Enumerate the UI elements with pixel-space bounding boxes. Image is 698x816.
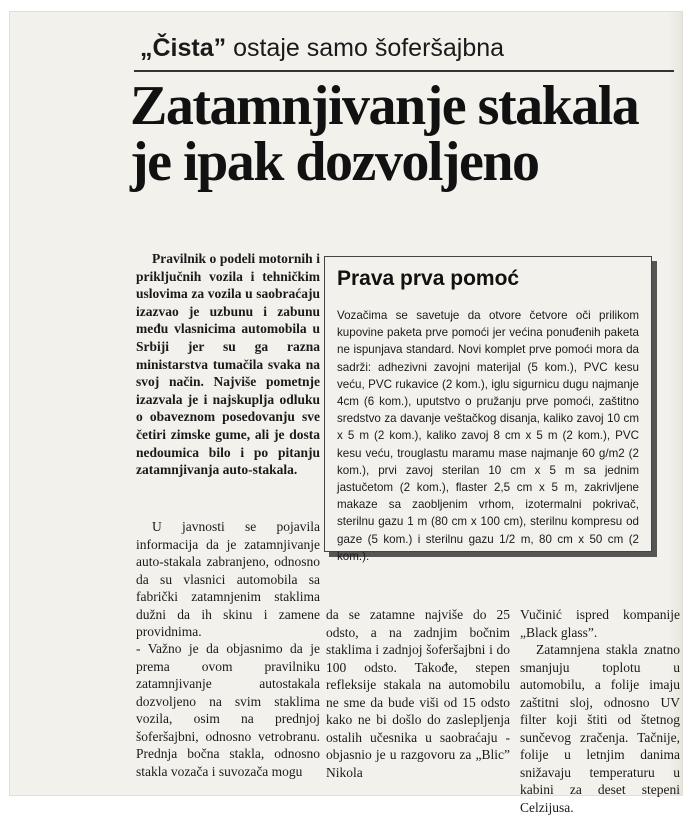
headline: Zatamnjivanje stakala je ipak dozvoljeno [130,75,639,193]
body-paragraph-1: U javnosti se pojavila informacija da je zatamnjivanje auto-stakala zabranjeno, odnosno da su vlasnici automobila sa fabrički zatamnjenim staklima dužni da ih skinu i zamene providnima. [136,519,320,639]
kicker-rest: ostaje samo šoferšajbna [226,34,505,62]
kicker-quote: „Čista” [140,34,227,62]
body-column-2: da se zatamne najviše do 25 odsto, a na zadnjim bočnim staklima i zadnjoj šoferšajbni i do 100 odsto. Takođe, stepen refleksije stakala na automobilu ne sme da bude viši od 15 odsto kako ne bi došlo do zaslepljenja ostalih učesnika u saobraćaju - objasnio je u razgovoru za „Blic” Nikola [326,607,510,780]
sidebar-box [324,256,652,563]
lead-paragraph: Pravilnik o podeli motornih i priključnih vozila i tehničkim uslovima za vozila u saobraćaju izazvao je uzbunu i zabunu među vlasnicima automobila u Srbiji jer su ga razna ministarstva tumačila svaka na svoj način. Najviše pometnje izazvala je i najskuplja odluku o obaveznom posedovanju sve četiri zimske gume, ali je dosta nedoumica bilo i po pitanju zatamnjivanja auto-stakala. [136,251,320,478]
sidebar-title: Prava prva pomoć [337,267,520,290]
kicker-line [140,34,504,63]
body-column-3-p2: Zatamnjena stakla znatno smanjuju toplotu u automobilu, a folije imaju zaštitni sloj, odnosno UV filter koji štiti od štetnog sunčevog zračenja. Tačnije, folije u letnjim danima snižavaju temperaturu u kabini za deset stepeni Celzijusa. [520,642,680,815]
body-column-3 [520,606,680,816]
newspaper-clipping [10,12,682,815]
sidebar-body: Vozačima se savetuje da otvore četvore oči prilikom kupovine paketa prve pomoći jer većina ponuđenih paketa ne ispunjava standard. Novi komplet prve pomoći mora da sadrži: adhezivni zavojni materijal (5 kom.), PVC kesu veću, PVC rukavice (2 kom.), iglu sigurnicu dugu najmanje 4cm (6 kom.), uputstvo o pružanju prve pomoći, zaštitno sredstvo za davanje veštačkog disanja, kaliko zavoj 10 cm x 5 m (2 kom.), kaliko zavoj 8 cm x 5 m (2 kom.), PVC kesu veću, trouglastu maramu mase najmanje 60 g/m2 (2 kom.), prvi zavoj sterilan 10 cm x 5 m sa jednim jastučetom (2 kom.), flaster 2,5 cm x 5 m, zakrivljene makaze sa zaobljenim vrhom, izotermalni pokrivač, sterilnu gazu 1 m (80 cm x 100 cm), sterilnu kompresu od gaze (5 kom.) i sterilnu gazu 1/2 m, 80 cm x 50 cm (2 kom.). [337,309,639,563]
body-column-3-p1: Vučinić ispred kompanije „Black glass”. [520,607,680,640]
body-paragraph-2: - Važno je da objasnimo da je prema ovom pravilniku zatamnjivanje autostakala dozvoljeno na svim staklima vozila, osim na prednjoj šoferšajbni, odnosno vetrobranu. Prednja bočna stakla, odnosno stakla vozača i suvozača mogu [136,641,320,779]
kicker-rule [134,70,674,72]
